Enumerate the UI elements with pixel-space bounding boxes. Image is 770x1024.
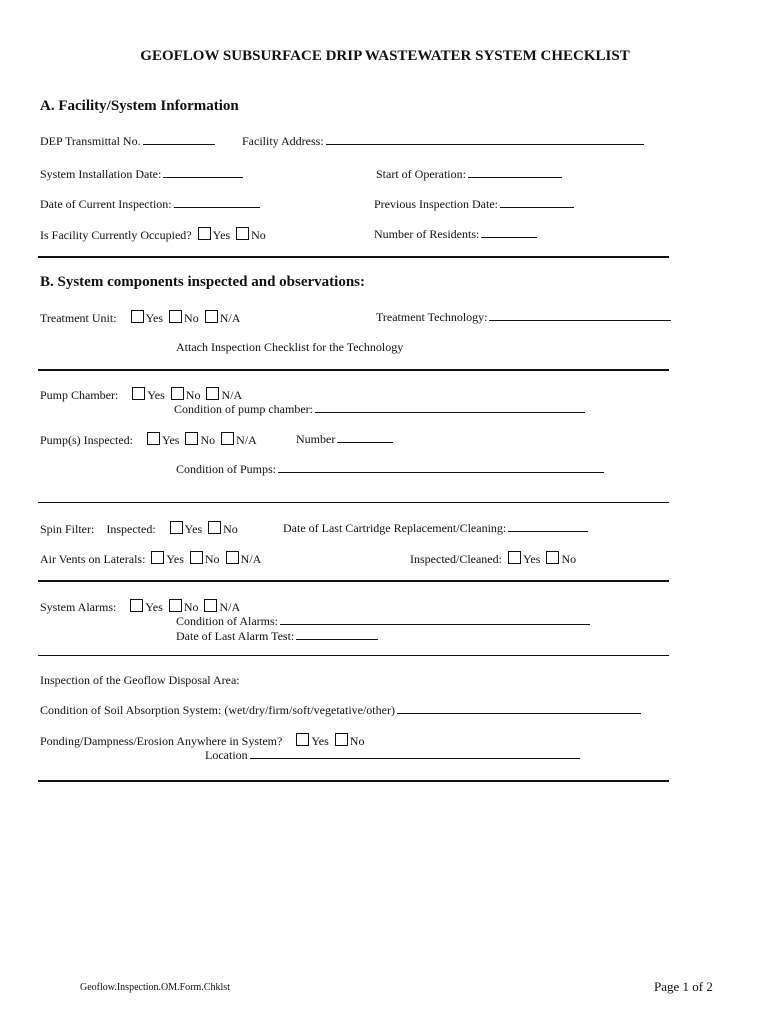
dep-transmittal-field[interactable]: [143, 134, 215, 145]
air-vents-yes-checkbox[interactable]: [151, 551, 164, 564]
pump-chamber-row: [40, 387, 242, 403]
air-vents-no-checkbox[interactable]: [190, 551, 203, 564]
yes-label: Yes: [145, 600, 163, 614]
condition-alarms-label: Condition of Alarms:: [176, 614, 278, 628]
pump-chamber-label: Pump Chamber:: [40, 388, 119, 402]
no-label: No: [251, 228, 266, 242]
location-field[interactable]: [250, 748, 580, 759]
soil-absorption-field[interactable]: [397, 703, 641, 714]
installation-date-field[interactable]: [163, 167, 243, 178]
section-divider: [38, 580, 669, 582]
no-label: No: [561, 552, 577, 566]
condition-pump-chamber-row: [174, 402, 585, 417]
residents-field[interactable]: [481, 227, 537, 238]
start-operation-row: [376, 167, 562, 182]
system-alarms-label: System Alarms:: [40, 600, 117, 614]
ponding-yes-checkbox[interactable]: [296, 733, 309, 746]
pumps-inspected-no-checkbox[interactable]: [185, 432, 198, 445]
pumps-inspected-yes-checkbox[interactable]: [147, 432, 160, 445]
occupied-yes-checkbox[interactable]: [198, 227, 211, 240]
start-operation-field[interactable]: [468, 167, 562, 178]
pump-number-label: Number: [296, 432, 336, 446]
condition-pumps-row: [176, 462, 604, 477]
installation-date-label: System Installation Date:: [40, 167, 162, 181]
condition-pump-chamber-label: Condition of pump chamber:: [174, 402, 313, 416]
treatment-unit-na-checkbox[interactable]: [205, 310, 218, 323]
occupied-label: Is Facility Currently Occupied?: [40, 228, 192, 242]
pumps-inspected-label: Pump(s) Inspected:: [40, 433, 133, 447]
pump-number-row: [296, 432, 393, 447]
section-divider: [38, 256, 669, 258]
no-label: No: [204, 552, 220, 566]
yes-label: Yes: [184, 522, 203, 536]
spin-filter-yes-checkbox[interactable]: [170, 521, 183, 534]
no-label: No: [223, 522, 238, 536]
na-label: N/A: [219, 311, 241, 325]
dep-transmittal-label: DEP Transmittal No.: [40, 134, 141, 148]
system-alarms-row: [40, 599, 240, 615]
disposal-area-label: Inspection of the Geoflow Disposal Area:: [40, 673, 240, 687]
treatment-technology-row: [376, 310, 671, 325]
current-inspection-label: Date of Current Inspection:: [40, 197, 172, 211]
blank-line[interactable]: [38, 502, 669, 503]
yes-label: Yes: [147, 388, 165, 402]
pumps-inspected-na-checkbox[interactable]: [221, 432, 234, 445]
pump-chamber-na-checkbox[interactable]: [206, 387, 219, 400]
section-b-heading: B. System components inspected and observations:: [40, 274, 366, 290]
spin-filter-label: Spin Filter:: [40, 522, 95, 536]
no-label: No: [200, 433, 216, 447]
occupied-row: [40, 227, 266, 243]
residents-label: Number of Residents:: [374, 227, 480, 241]
ponding-label: Ponding/Dampness/Erosion Anywhere in System?: [40, 734, 283, 748]
no-label: No: [183, 600, 199, 614]
dep-transmittal-row: [40, 134, 215, 149]
yes-label: Yes: [522, 552, 541, 566]
blank-line[interactable]: [38, 655, 669, 656]
last-cartridge-row: [283, 521, 588, 536]
na-label: N/A: [236, 433, 257, 447]
air-vents-label: Air Vents on Laterals:: [40, 552, 146, 566]
location-label: Location: [205, 748, 248, 762]
yes-label: Yes: [145, 311, 164, 325]
inspected-cleaned-label: Inspected/Cleaned:: [410, 552, 502, 566]
condition-alarms-row: [176, 614, 590, 629]
last-alarm-test-field[interactable]: [296, 629, 378, 640]
last-cartridge-label: Date of Last Cartridge Replacement/Cleaning:: [283, 521, 507, 535]
inspected-cleaned-no-checkbox[interactable]: [546, 551, 559, 564]
yes-label: Yes: [311, 734, 329, 748]
previous-inspection-field[interactable]: [500, 197, 574, 208]
residents-row: [374, 227, 537, 242]
spin-filter-inspected-label: Inspected:: [106, 522, 156, 536]
na-label: N/A: [240, 552, 262, 566]
na-label: N/A: [219, 600, 241, 614]
no-label: No: [184, 311, 199, 325]
pumps-inspected-row: [40, 432, 257, 448]
yes-label: Yes: [161, 433, 180, 447]
occupied-no-checkbox[interactable]: [236, 227, 249, 240]
last-cartridge-field[interactable]: [508, 521, 588, 532]
air-vents-row: [40, 551, 261, 567]
last-alarm-test-row: [176, 629, 378, 644]
treatment-technology-field[interactable]: [489, 310, 671, 321]
yes-label: Yes: [212, 228, 231, 242]
air-vents-na-checkbox[interactable]: [226, 551, 239, 564]
attach-checklist-note: Attach Inspection Checklist for the Technology: [176, 340, 404, 354]
treatment-unit-label: Treatment Unit:: [40, 311, 117, 325]
ponding-row: [40, 733, 364, 749]
location-row: [205, 748, 580, 763]
treatment-unit-no-checkbox[interactable]: [169, 310, 182, 323]
inspected-cleaned-row: [410, 551, 576, 567]
spin-filter-no-checkbox[interactable]: [208, 521, 221, 534]
form-id: Geoflow.Inspection.OM.Form.Chklst: [80, 982, 230, 993]
current-inspection-row: [40, 197, 260, 212]
inspected-cleaned-yes-checkbox[interactable]: [508, 551, 521, 564]
installation-date-row: [40, 167, 243, 182]
section-a-heading: A. Facility/System Information: [40, 98, 239, 114]
condition-alarms-field[interactable]: [280, 614, 590, 625]
soil-absorption-label: Condition of Soil Absorption System: (wet/dry/firm/soft/vegetative/other): [40, 703, 395, 717]
pump-chamber-no-checkbox[interactable]: [171, 387, 184, 400]
facility-address-field[interactable]: [326, 134, 644, 145]
current-inspection-field[interactable]: [174, 197, 260, 208]
treatment-unit-row: [40, 310, 240, 326]
condition-pump-chamber-field[interactable]: [315, 402, 585, 413]
system-alarms-no-checkbox[interactable]: [169, 599, 182, 612]
section-divider: [38, 369, 669, 371]
page-title: GEOFLOW SUBSURFACE DRIP WASTEWATER SYSTEM CHECKLIST: [140, 48, 630, 64]
pump-number-field[interactable]: [337, 432, 393, 443]
section-divider: [38, 780, 669, 782]
spin-filter-row: [40, 521, 238, 537]
previous-inspection-row: [374, 197, 574, 212]
pump-chamber-yes-checkbox[interactable]: [132, 387, 145, 400]
treatment-technology-label: Treatment Technology:: [376, 310, 488, 324]
soil-absorption-row: [40, 703, 641, 718]
start-operation-label: Start of Operation:: [376, 167, 466, 181]
last-alarm-test-label: Date of Last Alarm Test:: [176, 629, 295, 643]
no-label: No: [349, 734, 365, 748]
condition-pumps-field[interactable]: [278, 462, 604, 473]
previous-inspection-label: Previous Inspection Date:: [374, 197, 498, 211]
condition-pumps-label: Condition of Pumps:: [176, 462, 277, 476]
system-alarms-na-checkbox[interactable]: [204, 599, 217, 612]
system-alarms-yes-checkbox[interactable]: [130, 599, 143, 612]
ponding-no-checkbox[interactable]: [335, 733, 348, 746]
no-label: No: [185, 388, 201, 402]
facility-address-row: [242, 134, 644, 149]
yes-label: Yes: [166, 552, 184, 566]
facility-address-label: Facility Address:: [242, 134, 324, 148]
treatment-unit-yes-checkbox[interactable]: [131, 310, 144, 323]
page-number: Page 1 of 2: [654, 979, 713, 994]
na-label: N/A: [221, 388, 243, 402]
